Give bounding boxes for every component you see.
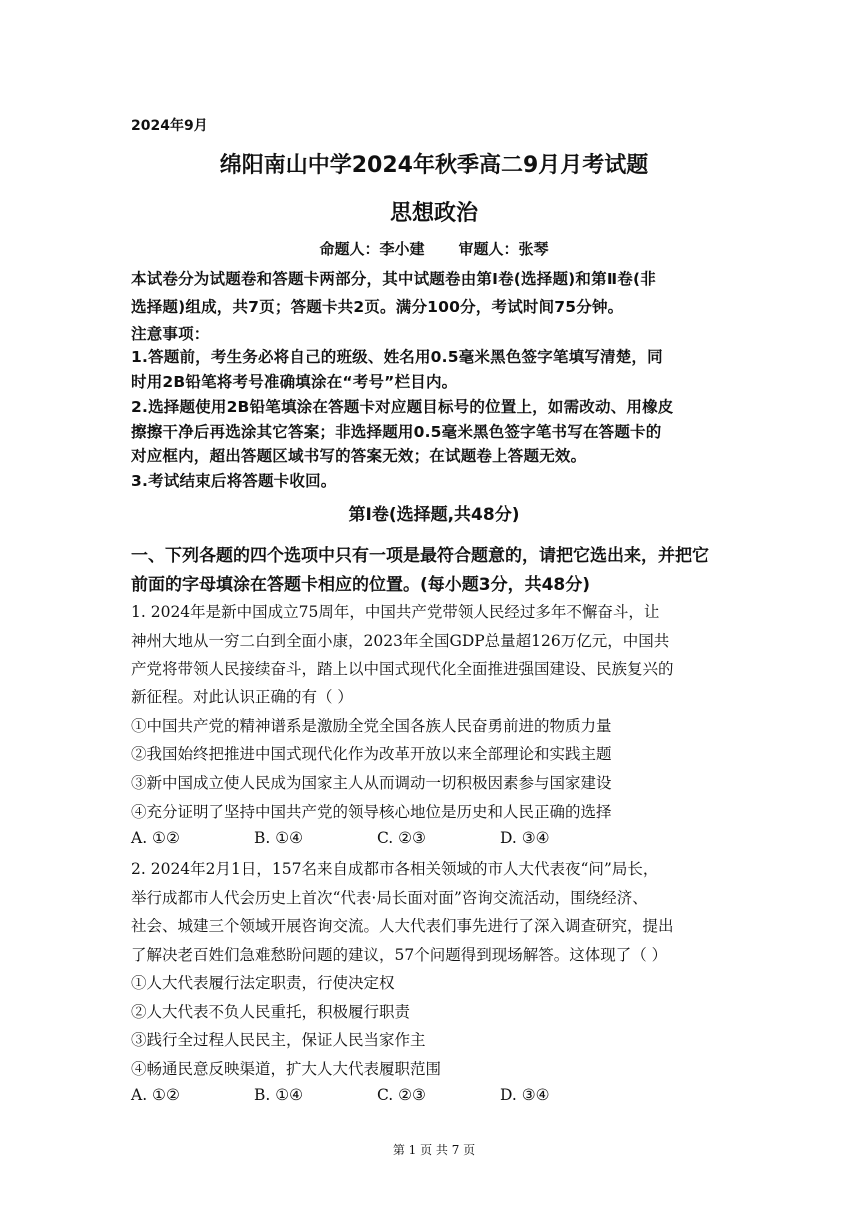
- question-line: 2. 2024年2月1日，157名来自成都市各相关领域的市人大代表夜“问”局长，: [131, 860, 659, 878]
- statement: ②我国始终把推进中国式现代化作为改革开放以来全部理论和实践主题: [131, 745, 612, 763]
- note-line: 时用2B铅笔将考号准确填涂在“考号”栏目内。: [131, 373, 458, 391]
- statement: ③践行全过程人民民主，保证人民当家作主: [131, 1031, 426, 1049]
- option: B. ①④: [254, 829, 304, 847]
- note-line: 3.考试结束后将答题卡收回。: [131, 472, 337, 490]
- note-line: 擦擦干净后再选涂其它答案；非选择题用0.5毫米黑色签字笔书写在答题卡的: [131, 423, 662, 441]
- part-heading: 前面的字母填涂在答题卡相应的位置。(每小题3分，共48分): [131, 575, 591, 595]
- question-line: 产党将带领人民接续奋斗，踏上以中国式现代化全面推进强国建设、民族复兴的: [131, 660, 674, 678]
- part-heading: 一、下列各题的四个选项中只有一项是最符合题意的，请把它选出来，并把它: [131, 546, 709, 566]
- section-title: 第Ⅰ卷(选择题,共48分): [348, 505, 520, 525]
- question-line: 了解决老百姓们急难愁盼问题的建议，57个问题得到现场解答。这体现了（ ）: [131, 946, 668, 964]
- option: D. ③④: [500, 1086, 550, 1104]
- statement: ①中国共产党的精神谱系是激励全党全国各族人民奋勇前进的物质力量: [131, 717, 612, 735]
- answer-options: [131, 829, 623, 847]
- option: C. ②③: [377, 1086, 426, 1104]
- note-line: 2.选择题使用2B铅笔填涂在答题卡对应题目标号的位置上，如需改动、用橡皮: [131, 398, 674, 416]
- exam-title: 绵阳南山中学2024年秋季高二9月月考试题: [219, 153, 649, 178]
- option: D. ③④: [500, 829, 550, 847]
- option: A. ①②: [131, 829, 180, 847]
- statement: ③新中国成立使人民成为国家主人从而调动一切积极因素参与国家建设: [131, 774, 612, 792]
- notes-title: 注意事项：: [131, 325, 210, 343]
- option: A. ①②: [131, 1086, 180, 1104]
- statement: ④充分证明了坚持中国共产党的领导核心地位是历史和人民正确的选择: [131, 803, 612, 821]
- intro-line: 本试卷分为试题卷和答题卡两部分，其中试题卷由第Ⅰ卷(选择题)和第Ⅱ卷(非: [131, 270, 656, 288]
- statement: ②人大代表不负人民重托，积极履行职责: [131, 1003, 411, 1021]
- reviewer: 审题人：张琴: [458, 240, 549, 258]
- page-number: 第 1 页 共 7 页: [392, 1143, 476, 1157]
- question-line: 举行成都市人代会历史上首次“代表·局长面对面”咨询交流活动，围绕经济、: [131, 889, 648, 907]
- exam-authors: [0, 238, 868, 259]
- option: B. ①④: [254, 1086, 304, 1104]
- question-line: 1. 2024年是新中国成立75周年，中国共产党带领人民经过多年不懈奋斗，让: [131, 603, 660, 621]
- statement: ④畅通民意反映渠道，扩大人大代表履职范围: [131, 1060, 442, 1078]
- note-line: 1.答题前，考生务必将自己的班级、姓名用0.5毫米黑色签字笔填写清楚，同: [131, 348, 663, 366]
- intro-line: 选择题)组成，共7页；答题卡共2页。满分100分，考试时间75分钟。: [131, 298, 624, 316]
- exam-subject: 思想政治: [389, 201, 478, 226]
- statement: ①人大代表履行法定职责，行使决定权: [131, 974, 395, 992]
- setter: 命题人：李小建: [319, 240, 425, 258]
- note-line: 对应框内，超出答题区域书写的答案无效；在试题卷上答题无效。: [131, 447, 587, 465]
- question-line: 社会、城建三个领域开展咨询交流。人大代表们事先进行了深入调查研究，提出: [131, 917, 674, 935]
- exam-date: 2024年9月: [131, 118, 208, 134]
- answer-options: [131, 1086, 623, 1104]
- option: C. ②③: [377, 829, 426, 847]
- question-line: 神州大地从一穷二白到全面小康，2023年全国GDP总量超126万亿元，中国共: [131, 632, 670, 650]
- question-line: 新征程。对此认识正确的有（ ）: [131, 688, 353, 706]
